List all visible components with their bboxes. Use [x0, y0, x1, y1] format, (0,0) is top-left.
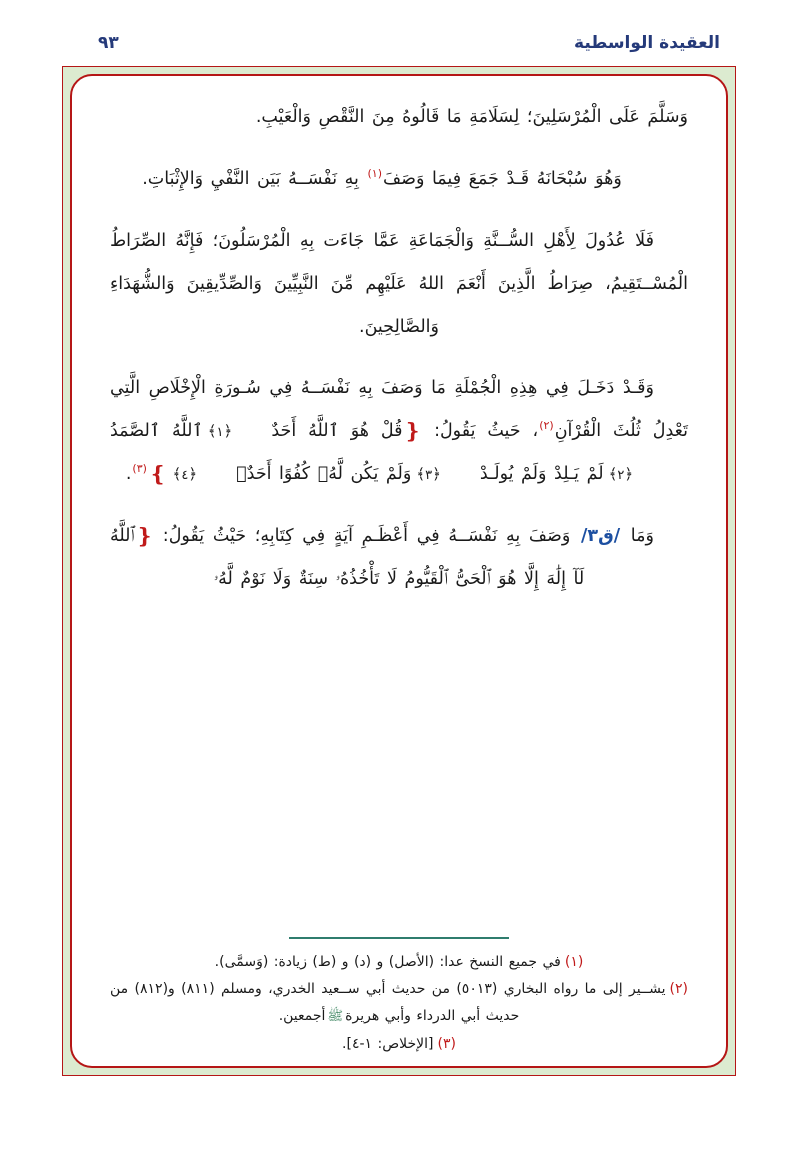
footnote-number-2: (٢) — [669, 981, 688, 998]
footnote-text-1: في جميع النسخ عدا: (الأصل) و (د) و (ط) زيادة: (وَسمَّى). — [214, 953, 561, 970]
paragraph-1-text: وَسَلَّمَ عَلَى الْمُرْسَلِينَ؛ لِسَلَامَةِ مَا قَالُوهُ مِنَ النَّقْصِ وَالْعَيْبِ. — [255, 107, 688, 127]
paragraph-4-text-after: ، حَيثُ يَقُولُ: — [434, 421, 539, 442]
paragraph-2 — [110, 158, 688, 201]
paragraph-2-text-after: بِهِ نَفْسَــهُ بَيَن النَّفْيِ وَالإِثْبَاتِ. — [142, 168, 359, 189]
folio-marker: /ق٣/ — [580, 526, 621, 546]
footnote-item-3 — [110, 1031, 688, 1058]
footnote-item-1 — [110, 949, 688, 976]
page-number: ٩٣ — [98, 33, 119, 53]
paragraph-1 — [110, 96, 688, 139]
quran-verse-2-text: ٱللَّهُ ٱلصَّمَدُ — [110, 421, 203, 442]
quran2-verse-text: ٱللَّهُ لَآ إِلَٰهَ إِلَّا هُوَ ٱلْحَىُّ ٱلْقَيُّومُ لَا تَأْخُذُهُۥ سِنَةٌ وَلَا نَوْمٌ لَّهُۥ — [110, 526, 585, 589]
quran2-open-bracket-icon: ❴ — [135, 524, 154, 548]
quran-verse-3-text: لَمْ يَـلِدْ وَلَمْ يُولَـدْ — [479, 464, 604, 485]
paragraph-4 — [110, 367, 688, 496]
footnote-text-2-part1: يشــير إلى ما رواه البخاري (٥٠١٣) من حديث أبي ســعيد الخدري، ومسلم (٨١١) و(٨١٢) من حديث أبي الدرداء وأبي هريرة — [110, 981, 666, 1025]
footnote-text-2-part2: أجمعين. — [278, 1008, 326, 1025]
paragraph-5-text-before: وَمَا — [630, 526, 654, 546]
paragraph-3 — [110, 220, 688, 349]
page-header — [60, 28, 738, 58]
footnote-number-3: (٣) — [437, 1035, 456, 1052]
footnote-text-3: [الإخلاص: ١-٤]. — [342, 1035, 434, 1052]
quran-close-bracket-icon: ❵ — [148, 462, 167, 487]
footnote-ref-3[interactable]: (٣) — [132, 462, 147, 476]
honorific-icon: ﷺ — [327, 1009, 344, 1025]
quran-verse-4-text: وَلَمْ يَكُن لَّهُۥ كُفُوًا أَحَدٌۢ — [236, 464, 412, 485]
footnote-section — [88, 937, 710, 1058]
paragraph-2-text-before: وَهُوَ سُبْحَانَهُ قَـدْ جَمَعَ فِيمَا وَصَفَ — [382, 168, 622, 189]
ayah-number-1: ﴿ ١ ﴾ — [203, 413, 272, 450]
ayah-number-2: ﴿ ٢ ﴾ — [604, 456, 673, 493]
footnote-item-2 — [110, 976, 688, 1031]
footnote-ref-1[interactable]: (١) — [367, 167, 382, 181]
ayah-number-3: ﴿ ٣ ﴾ — [411, 456, 480, 493]
quran-open-bracket-icon: ❴ — [403, 419, 422, 444]
quran-trailing-period: . — [125, 464, 132, 485]
footnote-number-1: (١) — [564, 953, 584, 970]
footnote-ref-2[interactable]: (٢) — [539, 419, 554, 433]
footnote-separator — [289, 937, 509, 939]
paragraph-5 — [110, 515, 688, 601]
book-title: العقيدة الواسطية — [574, 33, 720, 53]
quran-verse-1-text: قُلْ هُوَ ٱللَّهُ أَحَدٌ — [271, 421, 403, 442]
paragraph-5-text-after: وَصَفَ بِهِ نَفْسَــهُ فِي أَعْظَـمِ آيَةٍ فِي كِتَابِهِ؛ حَيْثُ يَقُولُ: — [162, 526, 571, 546]
page-content — [88, 96, 710, 1046]
ayah-number-4: ﴿ ٤ ﴾ — [168, 456, 237, 493]
paragraph-3-text: فَلَا عُدُولَ لِأَهْلِ السُّــنَّةِ وَالْجَمَاعَةِ عَمَّا جَاءَت بِهِ الْمُرْسَلُونَ؛ فَإِنَّهُ الصِّرَاطُ الْمُسْــتَقِيمُ، صِرَاطُ الَّذِينَ أَنْعَمَ اللهُ عَلَيْهِم مِّنَ النَّبِيِّينَ وَالصِّدِّيقِينَ وَالشُّهَدَاءِ وَالصَّالِحِينَ. — [110, 230, 688, 337]
paragraph-4-text-before: وَقَـدْ دَخَـلَ فِي هِذِهِ الْجُمْلَةِ مَا وَصَفَ بِهِ نَفْسَــهُ فِي سُـورَةِ الْإِخْلَاصِ الَّتِي تَعْدِلُ ثُلُثَ الْقُرْآنِ — [110, 378, 688, 442]
